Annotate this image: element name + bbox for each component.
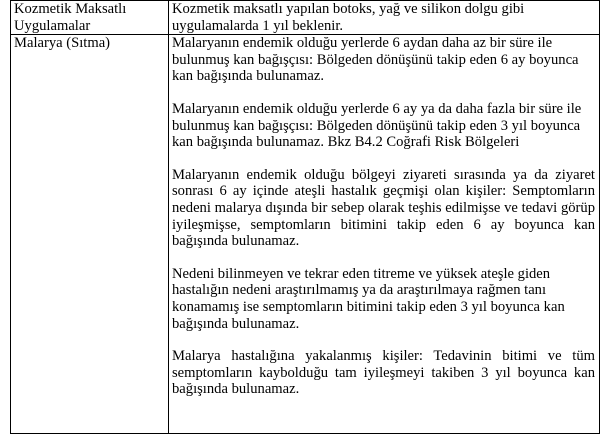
description-paragraph: Malarya hastalığına yakalanmış kişiler: Tedavinin bitimi ve tüm semptomların kaybolduğu tam iyileşmeyi takiben 3 yıl boyunca kan bağışında bulunamaz.	[172, 348, 595, 398]
term-cosmetic: Kozmetik Maksatlı Uygulamalar	[14, 1, 127, 34]
term-cell	[11, 35, 169, 434]
description-paragraph: Malaryanın endemik olduğu yerlerde 6 ay ya da daha fazla bir süre ile bulunmuş kan bağışçısı: Bölgeden dönüşünü takip eden 3 yıl boyunca kan bağışında bulunamaz. Bkz B4.2 Coğrafi Risk Bölgeleri	[172, 100, 582, 151]
table-row-malaria	[11, 35, 600, 434]
eligibility-table	[10, 0, 600, 434]
description-paragraph: Nedeni bilinmeyen ve tekrar eden titreme ve yüksek ateşle giden hastalığın nedeni araştırılmamış ya da araştırılmaya rağmen tanı konamamış ise semptomların bitimini takip eden 3 yıl boyunca kan bağışında bulunamaz.	[172, 265, 565, 332]
description-cell	[169, 35, 600, 434]
description-paragraph: Malaryanın endemik olduğu yerlerde 6 aydan daha az bir süre ile bulunmuş kan bağışçısı: Bölgeden dönüşünü takip eden 6 ay boyunca kan bağışında bulunamaz.	[172, 35, 579, 85]
term-malaria: Malarya (Sıtma)	[14, 35, 111, 52]
term-cell	[11, 1, 169, 35]
description-cell	[169, 1, 600, 35]
description-paragraph: Malaryanın endemik olduğu bölgeyi ziyareti sırasında ya da ziyaret sonrası 6 ay içinde ateşli hastalık geçmişi olan kişiler: Semptomların nedeni malarya dışında bir sebep olarak teşhis edilmişse ve tedavi görüp iyileşmişse, semptomların bitimini takip eden 6 ay boyunca kan bağışında bulunamaz.	[172, 166, 595, 250]
description-paragraph: Kozmetik maksatlı yapılan botoks, yağ ve silikon dolgu gibi uygulamalarda 1 yıl beklenir.	[172, 1, 525, 34]
table-row-cosmetic	[11, 1, 600, 35]
